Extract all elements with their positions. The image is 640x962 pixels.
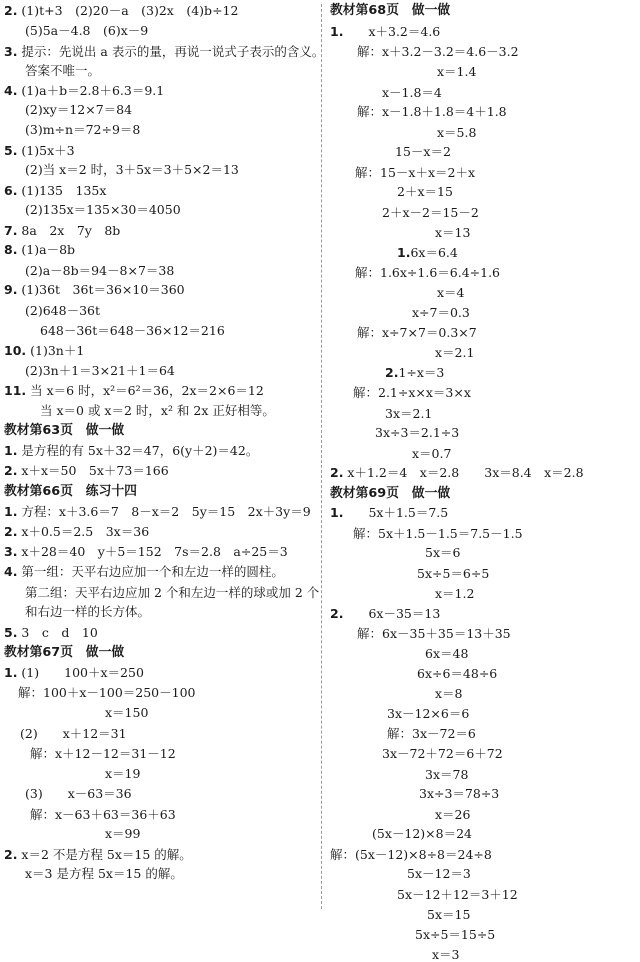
answer-line: (3)m÷n＝72÷9＝8 — [25, 122, 141, 137]
answer-line: 当 x＝0 或 x＝2 时，x² 和 2x 正好相等。 — [40, 403, 275, 418]
column-divider — [321, 4, 322, 909]
answer-line: 2. (1)t+3 (2)20－a (3)2x (4)b÷12 — [4, 3, 239, 18]
answer-line: (5)5a－4.8 (6)x－9 — [25, 23, 149, 38]
answer-line: 11. 当 x＝6 时，x²＝6²＝36，2x＝2×6＝12 — [4, 383, 264, 398]
answer-line: 解：100＋x－100＝250－100 — [18, 685, 196, 700]
answer-line: 5x＝6 — [425, 545, 461, 560]
answer-line: x＝3 — [432, 947, 460, 962]
answer-line: 5. 3 c d 10 — [4, 625, 98, 640]
answer-line: 5x÷5＝15÷5 — [415, 927, 496, 942]
answer-line: 4. (1)a＋b＝2.8＋6.3＝9.1 — [4, 83, 165, 98]
answer-line: 解：x－1.8＋1.8＝4＋1.8 — [357, 104, 507, 119]
answer-line: x＝0.7 — [412, 446, 452, 461]
answer-line: 解：x÷7×7＝0.3×7 — [357, 325, 477, 340]
answer-line: x＝1.4 — [437, 64, 477, 79]
answer-line: (2)3n＋1＝3×21＋1＝64 — [25, 363, 175, 378]
answer-line: x＝3 是方程 5x＝15 的解。 — [25, 866, 183, 881]
answer-line: x＝99 — [105, 826, 141, 841]
answer-line: 2. 6x－35＝13 — [330, 606, 441, 621]
answer-line: 解：3x－72＝6 — [387, 726, 476, 741]
answer-line: 3. 提示：先说出 a 表示的量，再说一说式子表示的含义。 — [4, 44, 325, 59]
answer-line: (2)135x＝135×30＝4050 — [25, 202, 181, 217]
answer-line: 第二组：天平右边应加 2 个和左边一样的球或加 2 个 — [25, 585, 320, 600]
answer-line: 2.1÷x＝3 — [385, 365, 445, 380]
answer-line: 和右边一样的长方体。 — [25, 604, 151, 619]
answer-line: 2. x＋1.2＝4 x＝2.8 3x＝8.4 x＝2.8 — [330, 465, 584, 480]
answer-line: x＝2.1 — [435, 345, 475, 360]
answer-line: 解：2.1÷x×x＝3×x — [353, 385, 471, 400]
section-heading: 教材第69页 做一做 — [330, 486, 451, 501]
answer-line: (2)当 x＝2 时，3＋5x＝3＋5×2＝13 — [25, 162, 239, 177]
answer-line: 解：x＋3.2－3.2＝4.6－3.2 — [357, 44, 519, 59]
answer-line: (2)xy＝12×7＝84 — [25, 102, 133, 117]
answer-line: 3x－12×6＝6 — [387, 706, 470, 721]
answer-line: 1. 是方程的有 5x＋32＝47，6(y＋2)＝42。 — [4, 443, 259, 458]
answer-line: 3x＝2.1 — [385, 406, 433, 421]
answer-line: 3. x＋28＝40 y＋5＝152 7s＝2.8 a÷25＝3 — [4, 544, 288, 559]
answer-line: x＝5.8 — [437, 125, 477, 140]
answer-line: x＝19 — [105, 766, 141, 781]
answer-line: x÷7＝0.3 — [412, 305, 470, 320]
answer-line: 2＋x－2＝15－2 — [382, 205, 479, 220]
answer-line: 5. (1)5x＋3 — [4, 143, 75, 158]
answer-line: 答案不唯一。 — [25, 63, 101, 78]
answer-line: (2)648－36t — [25, 303, 100, 318]
answer-line: 5x－12＝3 — [407, 866, 471, 881]
answer-line: (2) x＋12＝31 — [20, 726, 127, 741]
answer-line: 4. 第一组：天平右边应加一个和左边一样的圆柱。 — [4, 564, 284, 579]
answer-line: 2. x＋x＝50 5x＋73＝166 — [4, 463, 169, 478]
answer-line: 1. 方程：x＋3.6＝7 8－x＝2 5y＝15 2x＋3y＝9 — [4, 504, 311, 519]
answer-line: 2. x＝2 不是方程 5x＝15 的解。 — [4, 847, 192, 862]
answer-line: 648－36t＝648－36×12＝216 — [40, 323, 225, 338]
answer-line: 8. (1)a－8b — [4, 242, 76, 257]
section-heading: 教材第68页 做一做 — [330, 3, 451, 18]
answer-line: 3x－72＋72＝6＋72 — [382, 746, 503, 761]
answer-line: 9. (1)36t 36t＝36×10＝360 — [4, 282, 185, 297]
answer-line: 7. 8a 2x 7y 8b — [4, 223, 121, 238]
section-heading: 教材第66页 练习十四 — [4, 484, 137, 499]
answer-line: 6. (1)135 135x — [4, 183, 107, 198]
answer-line: 解：1.6x÷1.6＝6.4÷1.6 — [355, 265, 501, 280]
answer-line: 5x÷5＝6÷5 — [417, 566, 490, 581]
answer-line: 10. (1)3n＋1 — [4, 343, 85, 358]
answer-line: x＝1.2 — [435, 586, 475, 601]
answer-line: 解：15－x＋x＝2＋x — [355, 165, 476, 180]
answer-line: 6x÷6＝48÷6 — [417, 666, 498, 681]
answer-line: 解：5x＋1.5－1.5＝7.5－1.5 — [353, 526, 523, 541]
answer-line: 1.6x＝6.4 — [397, 245, 458, 260]
section-heading: 教材第63页 做一做 — [4, 423, 125, 438]
answer-line: x＝26 — [435, 807, 471, 822]
answer-line: (5x－12)×8＝24 — [372, 826, 472, 841]
answer-line: x＝150 — [105, 705, 149, 720]
answer-line: 解：6x－35＋35＝13＋35 — [357, 626, 511, 641]
answer-line: x＝8 — [435, 686, 463, 701]
answer-line: 5x－12＋12＝3＋12 — [397, 887, 518, 902]
answer-line: 解：x－63＋63＝36＋63 — [30, 807, 176, 822]
answer-line: 3x＝78 — [425, 767, 469, 782]
answer-line: 1. 5x＋1.5＝7.5 — [330, 505, 449, 520]
answer-line: (2)a－8b＝94－8×7＝38 — [25, 263, 175, 278]
answer-line: x－1.8＝4 — [382, 85, 442, 100]
answer-line: 1. (1) 100＋x＝250 — [4, 665, 144, 680]
answer-line: 解：(5x－12)×8÷8＝24÷8 — [330, 847, 492, 862]
answer-line: 1. x＋3.2＝4.6 — [330, 24, 441, 39]
answer-line: 3x÷3＝78÷3 — [419, 786, 500, 801]
answer-line: 2. x＋0.5＝2.5 3x＝36 — [4, 524, 150, 539]
answer-line: (3) x－63＝36 — [25, 786, 132, 801]
answer-line: 解：x＋12－12＝31－12 — [30, 746, 176, 761]
section-heading: 教材第67页 做一做 — [4, 645, 125, 660]
answer-line: x＝4 — [437, 285, 465, 300]
answer-line: 3x÷3＝2.1÷3 — [375, 425, 460, 440]
answer-line: 15－x＝2 — [395, 144, 451, 159]
answer-line: x＝13 — [435, 225, 471, 240]
answer-line: 2＋x＝15 — [397, 184, 453, 199]
answer-line: 5x＝15 — [427, 907, 471, 922]
answer-line: 6x＝48 — [425, 646, 469, 661]
